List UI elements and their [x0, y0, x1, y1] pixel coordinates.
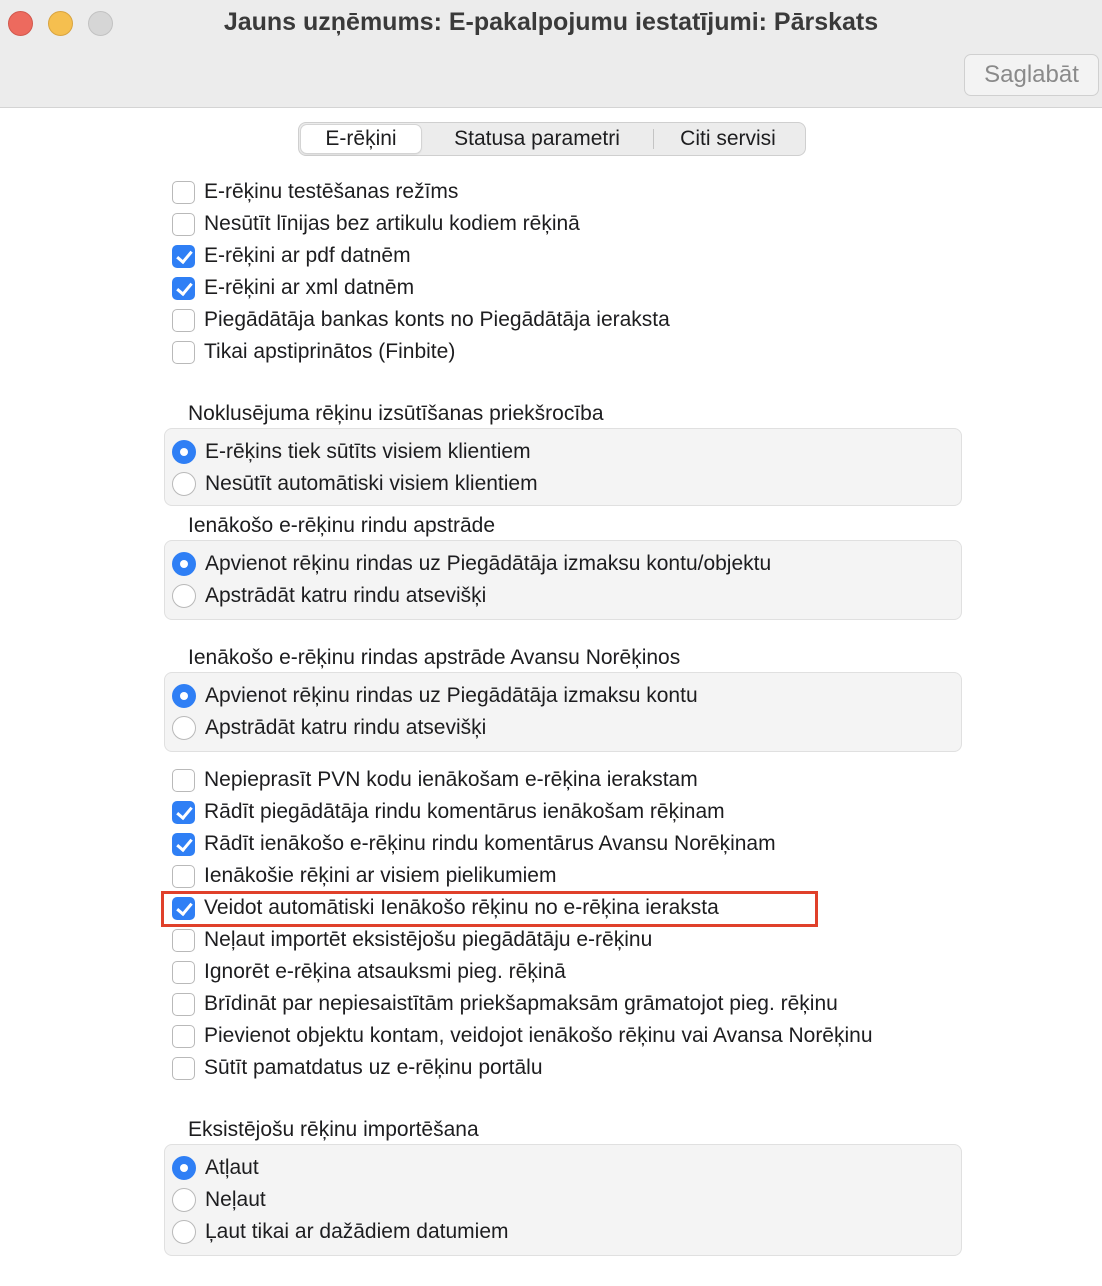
checkbox-row-test-mode[interactable] — [172, 177, 458, 207]
group-label-incoming-rows: Ienākošo e-rēķinu rindu apstrāde — [188, 514, 496, 537]
checkbox-row-ignore-reference[interactable] — [172, 957, 566, 987]
checkbox[interactable] — [172, 341, 195, 364]
radio-label: Apstrādāt katru rindu atsevišķi — [205, 584, 487, 607]
checkbox-label: Sūtīt pamatdatus uz e-rēķinu portālu — [204, 1056, 543, 1079]
group-label-advance-rows: Ienākošo e-rēķinu rindas apstrāde Avansu Norēķinos — [188, 646, 681, 669]
radio-row-disallow[interactable] — [172, 1185, 266, 1215]
radio-label: Neļaut — [205, 1188, 266, 1211]
checkbox-label: Brīdināt par nepiesaistītām priekšapmaksām grāmatojot pieg. rēķinu — [204, 992, 838, 1015]
radio-row-send-to-all[interactable] — [172, 437, 531, 467]
radio[interactable] — [172, 1188, 196, 1212]
checkbox[interactable] — [172, 309, 195, 332]
checkbox-row-warn-prepayments[interactable] — [172, 989, 838, 1019]
checkbox-row-only-approved[interactable] — [172, 337, 455, 367]
radio-row-allow[interactable] — [172, 1153, 259, 1183]
checkbox[interactable] — [172, 929, 195, 952]
checkbox-label: Piegādātāja bankas konts no Piegādātāja ieraksta — [204, 308, 670, 331]
radio-label: E-rēķins tiek sūtīts visiem klientiem — [205, 440, 531, 463]
zoom-window-icon[interactable] — [88, 11, 113, 36]
checkbox-row-no-vat-code[interactable] — [172, 765, 698, 795]
checkbox-label: Veidot automātiski Ienākošo rēķinu no e-rēķina ieraksta — [204, 896, 719, 919]
save-button[interactable]: Saglabāt — [964, 54, 1099, 96]
checkbox-label: E-rēķinu testēšanas režīms — [204, 180, 459, 203]
radio-label: Nesūtīt automātiski visiem klientiem — [205, 472, 538, 495]
radio-row-merge-rows-object[interactable] — [172, 549, 771, 579]
checkbox-label: Ignorēt e-rēķina atsauksmi pieg. rēķinā — [204, 960, 566, 983]
checkbox[interactable] — [172, 993, 195, 1016]
checkbox-label: E-rēķini ar xml datnēm — [204, 276, 415, 299]
radio-label: Apvienot rēķinu rindas uz Piegādātāja izmaksu kontu/objektu — [205, 552, 772, 575]
checkbox-checked[interactable] — [172, 245, 195, 268]
minimize-window-icon[interactable] — [48, 11, 73, 36]
close-window-icon[interactable] — [8, 11, 33, 36]
radio[interactable] — [172, 1220, 196, 1244]
checkbox-row-all-attachments[interactable] — [172, 861, 556, 891]
checkbox-label: Rādīt piegādātāja rindu komentārus ienākošam rēķinam — [204, 800, 725, 823]
checkbox[interactable] — [172, 961, 195, 984]
radio-row-process-each-row-advance[interactable] — [172, 713, 486, 743]
tab-e-invoices[interactable]: E-rēķini — [301, 125, 421, 153]
radio-row-allow-different-dates[interactable] — [172, 1217, 509, 1247]
checkbox[interactable] — [172, 865, 195, 888]
checkbox-label: E-rēķini ar pdf datnēm — [204, 244, 411, 267]
radio-selected[interactable] — [172, 440, 196, 464]
window-title: Jauns uzņēmums: E-pakalpojumu iestatījumi: Pārskats — [223, 8, 879, 36]
checkbox-row-show-advance-comments[interactable] — [172, 829, 776, 859]
checkbox[interactable] — [172, 213, 195, 236]
checkbox-checked[interactable] — [172, 833, 195, 856]
checkbox-checked[interactable] — [172, 801, 195, 824]
radio-row-process-each-row[interactable] — [172, 581, 486, 611]
radio-row-merge-rows-account[interactable] — [172, 681, 698, 711]
radio-label: Ļaut tikai ar dažādiem datumiem — [205, 1220, 509, 1243]
checkbox[interactable] — [172, 1057, 195, 1080]
checkbox-row-xml-files[interactable] — [172, 273, 414, 303]
checkbox-row-pdf-files[interactable] — [172, 241, 411, 271]
checkbox-label: Neļaut importēt eksistējošu piegādātāju e-rēķinu — [204, 928, 653, 951]
radio-selected[interactable] — [172, 552, 196, 576]
checkbox-label: Rādīt ienākošo e-rēķinu rindu komentārus Avansu Norēķinam — [204, 832, 776, 855]
checkbox-row-show-supplier-comments[interactable] — [172, 797, 725, 827]
checkbox-label: Ienākošie rēķini ar visiem pielikumiem — [204, 864, 557, 887]
title-bar — [0, 0, 1102, 108]
checkbox-label: Tikai apstiprinātos (Finbite) — [204, 340, 456, 363]
checkbox-row-add-object-to-account[interactable] — [172, 1021, 873, 1051]
checkbox-row-disallow-existing-import[interactable] — [172, 925, 652, 955]
tab-other-services[interactable]: Citi servisi — [680, 127, 776, 150]
checkbox-label: Pievienot objektu kontam, veidojot ienākošo rēķinu vai Avansa Norēķinu — [204, 1024, 873, 1047]
tab-status-parameters[interactable]: Statusa parametri — [454, 127, 620, 150]
checkbox-row-no-lines-without-codes[interactable] — [172, 209, 580, 239]
radio-selected[interactable] — [172, 1156, 196, 1180]
group-label-import-existing: Eksistējošu rēķinu importēšana — [188, 1118, 479, 1141]
radio-label: Apstrādāt katru rindu atsevišķi — [205, 716, 487, 739]
checkbox-row-send-master-data[interactable] — [172, 1053, 543, 1083]
checkbox-checked[interactable] — [172, 277, 195, 300]
radio-label: Atļaut — [205, 1156, 259, 1179]
highlight-frame — [161, 891, 818, 927]
checkbox-label: Nepieprasīt PVN kodu ienākošam e-rēķina ierakstam — [204, 768, 698, 791]
radio-label: Apvienot rēķinu rindas uz Piegādātāja izmaksu kontu — [205, 684, 698, 707]
checkbox-label: Nesūtīt līnijas bez artikulu kodiem rēķinā — [204, 212, 580, 235]
checkbox[interactable] — [172, 769, 195, 792]
checkbox-row-supplier-bank-account[interactable] — [172, 305, 670, 335]
checkbox[interactable] — [172, 1025, 195, 1048]
radio[interactable] — [172, 472, 196, 496]
tab-bar — [298, 122, 806, 156]
radio[interactable] — [172, 584, 196, 608]
checkbox[interactable] — [172, 181, 195, 204]
radio-selected[interactable] — [172, 684, 196, 708]
radio[interactable] — [172, 716, 196, 740]
group-label-send-priority: Noklusējuma rēķinu izsūtīšanas priekšrocība — [188, 402, 604, 425]
radio-row-do-not-send[interactable] — [172, 469, 538, 499]
